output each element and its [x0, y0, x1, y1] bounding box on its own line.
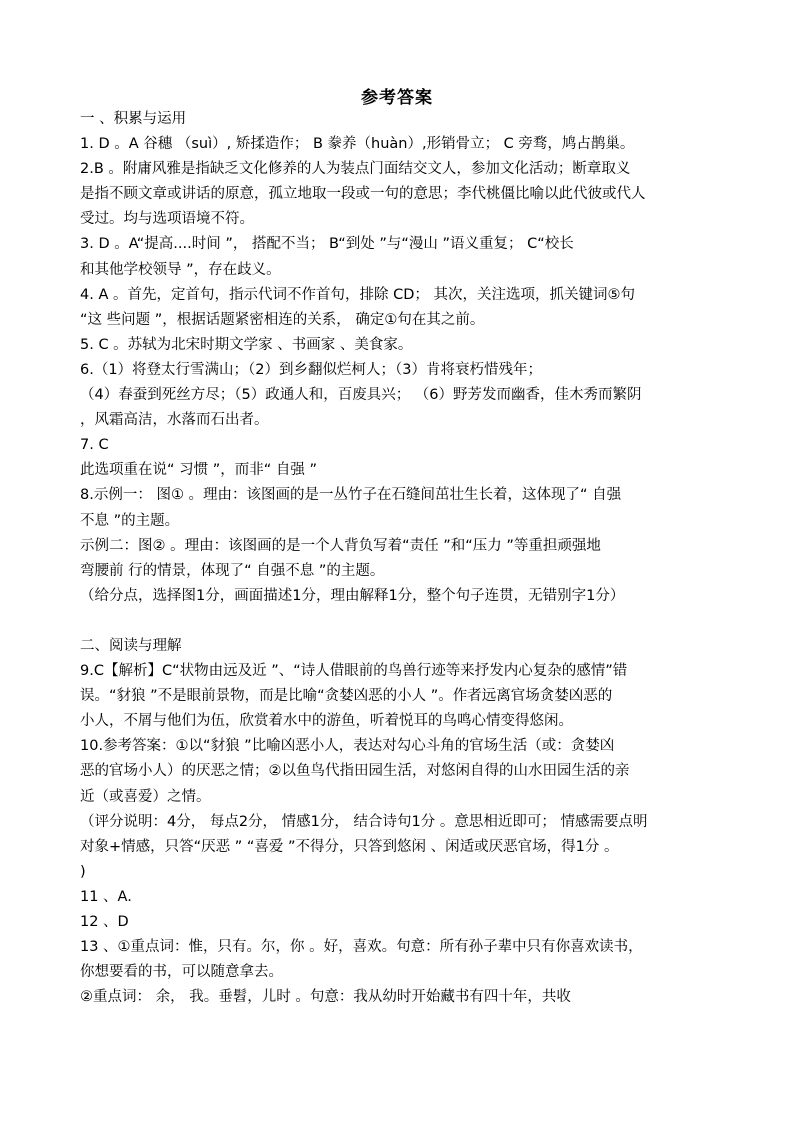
answer-line: ) — [80, 863, 86, 880]
answer-line: 4. A 。首先，定首句，指示代词不作首句，排除 CD； 其次，关注选项，抓关键词⑤句 — [80, 286, 635, 303]
answer-line: 12 、D — [80, 914, 129, 930]
answer-line: 示例二：图② 。理由：该图画的是一个人背负写着“责任 ”和“压力 ”等重担顽强地 — [80, 537, 601, 554]
answer-line: 不息 ”的主题。 — [80, 512, 180, 529]
answer-line: 此选项重在说“ 习惯 ”，而非“ 自强 ” — [80, 462, 317, 479]
answer-line: ，风霜高洁，水落而石出者。 — [80, 412, 269, 429]
answer-line: （评分说明：4分， 每点2分， 情感1分， 结合诗句1分 。意思相近即可； 情感需要点明 — [80, 813, 648, 830]
answer-line: 7. C — [80, 437, 109, 454]
section-heading-accumulation: 一 、积累与运用 — [80, 111, 187, 127]
answer-line: 是指不顾文章或讲话的原意，孤立地取一段或一句的意思；李代桃僵比喻以此代彼或代人 — [80, 186, 646, 203]
answer-line: 弯腰前 行的情景，体现了“ 自强不息 ”的主题。 — [80, 562, 385, 579]
blank-line — [80, 609, 720, 634]
answer-line: 3. D 。A“提高....时间 ”， 搭配不当； B“到处 ”与“漫山 ”语义重复； C“校长 — [80, 236, 574, 253]
answer-line: 8.示例一： 图① 。理由：该图画的是一丛竹子在石缝间茁壮生长着，这体现了“ 自强 — [80, 487, 622, 504]
answer-line: 受过。均与选项语境不符。 — [80, 211, 254, 228]
answer-line: 10.参考答案：①以“豺狼 ”比喻凶恶小人，表达对勾心斗角的官场生活（或：贪婪凶 — [80, 738, 615, 755]
answer-line: 你想要看的书，可以随意拿去。 — [80, 964, 283, 981]
page-title: 参考答案 — [361, 88, 433, 108]
answer-line: 6.（1）将登太行雪满山；（2）到乡翻似烂柯人；（3）肯将衰朽惜残年； — [80, 361, 543, 378]
answer-content — [80, 107, 720, 1010]
answer-line: 2.B 。附庸风雅是指缺乏文化修养的人为装点门面结交文人，参加文化活动；断章取义 — [80, 161, 631, 178]
answer-line: 13 、①重点词：惟，只有。尔，你 。好，喜欢。句意：所有孙子辈中只有你喜欢读书， — [80, 939, 643, 956]
answer-line: （4）春蚕到死丝方尽；（5）政通人和，百废具兴； （6）野芳发而幽香，佳木秀而繁阴 — [80, 387, 642, 404]
answer-line: ②重点词： 余， 我。垂髫，儿时 。句意：我从幼时开始藏书有四十年，共收 — [80, 989, 571, 1006]
answer-line: 11 、A. — [80, 888, 132, 905]
answer-line: （给分点，选择图1分，画面描述1分，理由解释1分，整个句子连贯，无错别字1分） — [80, 587, 625, 604]
answer-line: 恶的官场小人）的厌恶之情；②以鱼鸟代指田园生活，对悠闲自得的山水田园生活的亲 — [80, 763, 630, 780]
section-heading-reading: 二、阅读与理解 — [80, 637, 182, 654]
answer-line: “这 些问题 ”，根据话题紧密相连的关系， 确定①句在其之前。 — [80, 311, 485, 328]
answer-line: 近（或喜爱）之情。 — [80, 788, 211, 805]
answer-line: 9.C【解析】C“状物由远及近 ”、“诗人借眼前的鸟兽行迹等来抒发内心复杂的感情”错 — [80, 663, 628, 680]
answer-line: 和其他学校领导 ”，存在歧义。 — [80, 261, 281, 278]
answer-line: 5. C 。苏轼为北宋时期文学家 、书画家 、美食家。 — [80, 336, 413, 353]
answer-line: 小人，不屑与他们为伍，欣赏着水中的游鱼，听着悦耳的鸟鸣心情变得悠闲。 — [80, 713, 573, 730]
answer-line: 对象+情感，只答“厌恶 ” “喜爱 ”不得分，只答到悠闲 、闲适或厌恶官场，得1分 。 — [80, 838, 619, 855]
answer-line: 误。“豺狼 ”不是眼前景物，而是比喻“贪婪凶恶的小人 ”。作者远离官场贪婪凶恶的 — [80, 688, 613, 705]
answer-line: 1. D 。A 谷穗 （suì）, 矫揉造作； B 豢养（huàn）,形销骨立； C 旁骛，鸠占鹊巢。 — [80, 136, 635, 153]
